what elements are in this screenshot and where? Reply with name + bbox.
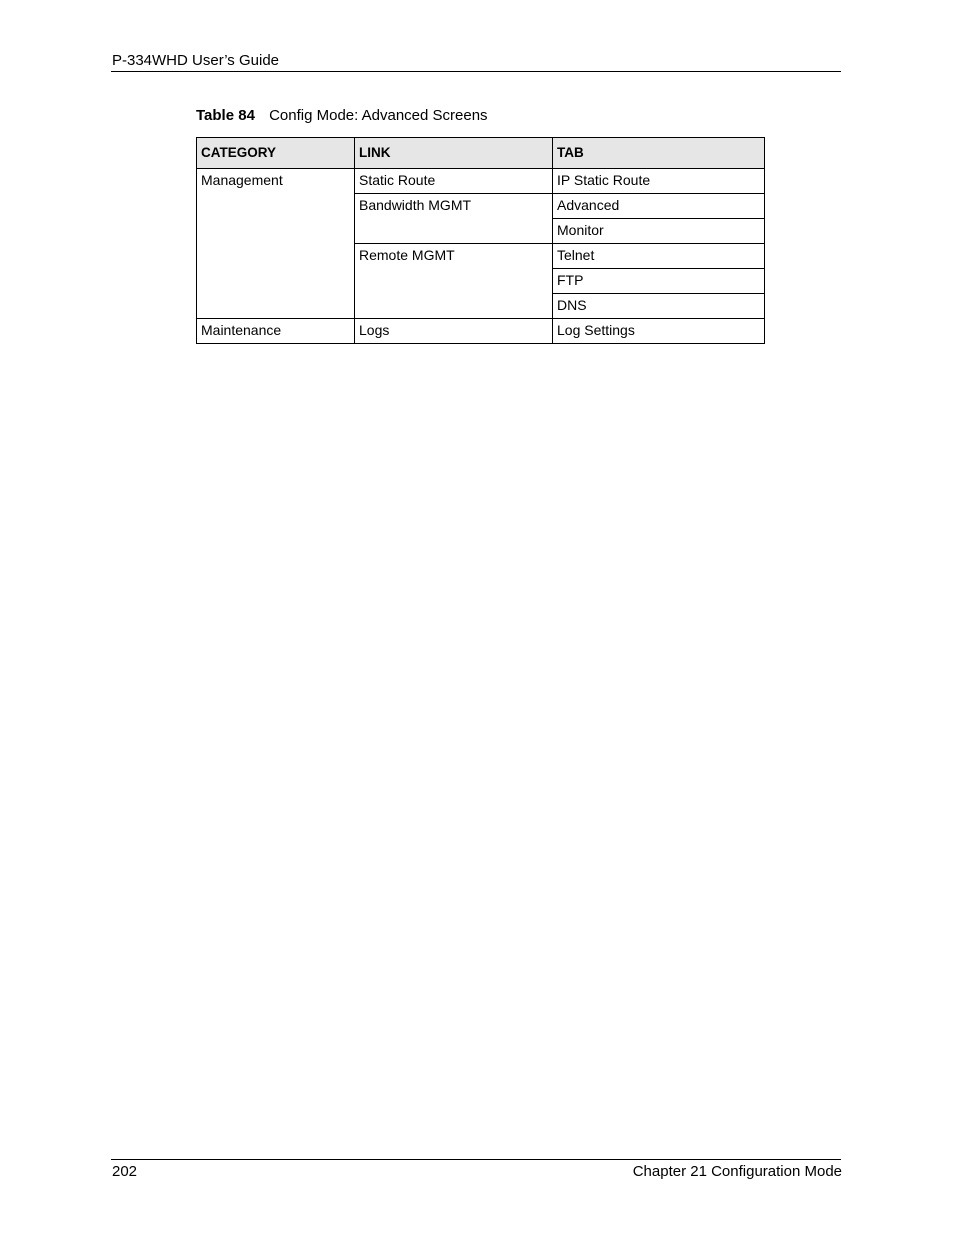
link-cell: Static Route [355,169,553,194]
chapter-title: Chapter 21 Configuration Mode [632,1163,842,1180]
tab-cell: FTP [553,269,765,294]
column-header-tab: TAB [553,138,765,169]
table-row [197,169,765,194]
tab-cell: Monitor [553,219,765,244]
column-header-category: CATEGORY [197,138,355,169]
category-cell: Maintenance [197,319,355,344]
tab-cell: Advanced [553,194,765,219]
table-number: Table 84 [196,107,255,124]
tab-cell: IP Static Route [553,169,765,194]
page-footer [111,1159,841,1181]
config-screens-table [196,137,765,344]
table-caption [196,107,488,125]
table-row [197,319,765,344]
table-header-row [197,138,765,169]
page-header [111,51,841,72]
link-cell: Logs [355,319,553,344]
table-title: Config Mode: Advanced Screens [269,107,488,124]
link-cell: Remote MGMT [355,244,553,319]
tab-cell: Telnet [553,244,765,269]
link-cell: Bandwidth MGMT [355,194,553,244]
tab-cell: DNS [553,294,765,319]
tab-cell: Log Settings [553,319,765,344]
document-title: P-334WHD User’s Guide [112,52,279,69]
column-header-link: LINK [355,138,553,169]
page-number: 202 [112,1163,138,1180]
category-cell: Management [197,169,355,319]
